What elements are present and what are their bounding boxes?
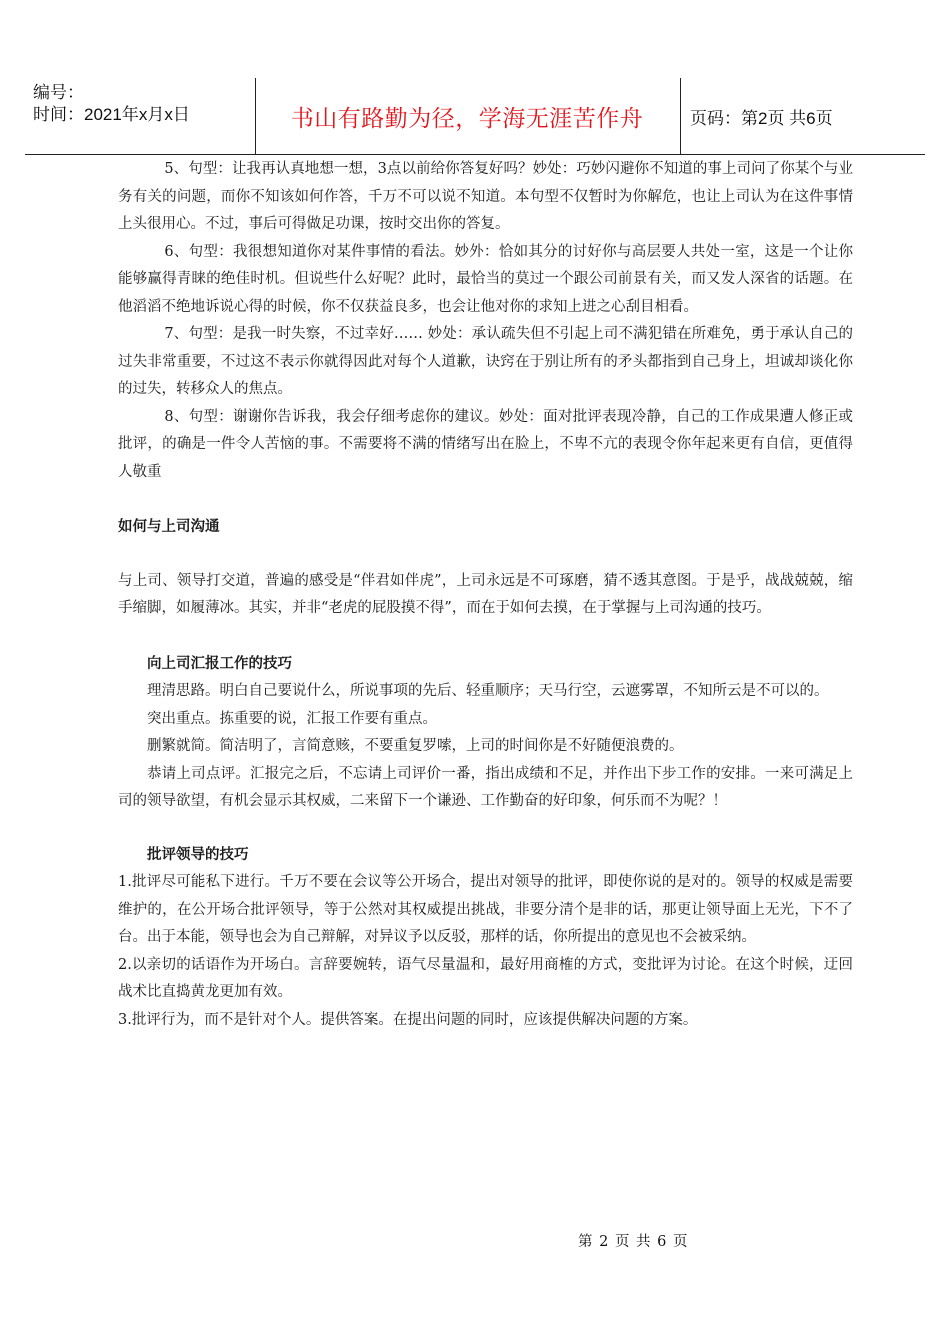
header-divider-right: [680, 78, 681, 154]
page-header: [25, 78, 925, 155]
doc-number-label: 编号：: [33, 83, 84, 102]
paragraph-report-3: 删繁就简。简洁明了，言简意赅，不要重复罗嗦，上司的时间你是不好随便浪费的。: [147, 738, 684, 754]
paragraph-7: 7、句型：是我一时失察，不过幸好…… 妙处：承认疏失但不引起上司不满犯错在所难免，勇于承认自己的过失非常重要，不过这不表示你就得因此对每个人道歉，诀窍在于别让所有的矛头都指到自己身上，坦诚却谈化你的过失，转移众人的焦点。: [118, 326, 853, 397]
section-heading-criticize: 批评领导的技巧: [147, 846, 249, 863]
header-meta: [33, 82, 258, 126]
header-page-label: 页码：第2页 共6页: [690, 108, 833, 128]
paragraph-intro: 与上司、领导打交道，普遍的感受是“伴君如伴虎”，上司永远是不可琢磨，猜不透其意图。于是乎，战战兢兢，缩手缩脚，如履薄冰。其实，并非“老虎的屁股摸不得”，而在于如何去摸，在于掌握与上司沟通的技巧。: [118, 572, 853, 616]
paragraph-report-1: 理清思路。明白自己要说什么，所说事项的先后、轻重顺序；天马行空，云遮雾罩，不知所云是不可以的。: [147, 683, 829, 699]
header-motto: 书山有路勤为径，学海无涯苦作舟: [290, 105, 644, 132]
doc-date-label: 时间：2021年x月x日: [33, 105, 190, 124]
paragraph-6: 6、句型：我很想知道你对某件事情的看法。妙外：恰如其分的讨好你与高层要人共处一室，这是一个让你能够赢得青睐的绝佳时机。但说些什么好呢？此时，最恰当的莫过一个跟公司前景有关，而又发人深省的话题。在他滔滔不绝地诉说心得的时候，你不仅获益良多，也会让他对你的求知上进之心刮目相看。: [118, 243, 853, 315]
section-heading-report: 向上司汇报工作的技巧: [147, 655, 292, 672]
section-heading-communicate: 如何与上司沟通: [118, 519, 220, 535]
paragraph-5: 5、句型：让我再认真地想一想，3点以前给你答复好吗？妙处：巧妙闪避你不知道的事上司问了你某个与业务有关的问题，而你不知该如何作答，千万不可以说不知道。本句型不仅暂时为你解危，也让上司认为在这件事情上头很用心。不过，事后可得做足功课，按时交出你的答复。: [118, 161, 853, 232]
paragraph-criticize-3: 3.批评行为，而不是针对个人。提供答案。在提出问题的同时，应该提供解决问题的方案。: [118, 1011, 698, 1028]
document-body: [118, 156, 853, 1034]
paragraph-8: 8、句型：谢谢你告诉我，我会仔细考虑你的建议。妙处：面对批评表现冷静，自己的工作成果遭人修正或批评，的确是一件令人苦恼的事。不需要将不满的情绪写出在脸上，不卑不亢的表现令你年起来更有自信，更值得人敬重: [118, 408, 853, 480]
page-footer: 第 2 页 共 6 页: [578, 1234, 689, 1250]
paragraph-report-4: 恭请上司点评。汇报完之后，不忘请上司评价一番，指出成绩和不足，并作出下步工作的安排。一来可满足上司的领导欲望，有机会显示其权威，二来留下一个谦逊、工作勤奋的好印象，何乐而不为呢？！: [118, 765, 853, 809]
paragraph-report-2: 突出重点。拣重要的说，汇报工作要有重点。: [147, 710, 437, 727]
paragraph-criticize-1: 1.批评尽可能私下进行。千万不要在会议等公开场合，提出对领导的批评，即使你说的是对的。领导的权威是需要维护的，在公开场合批评领导，等于公然对其权威提出挑战，非要分清个是非的话，那更让领导面上无光，下不了台。出于本能，领导也会为自己辩解，对异议予以反驳，那样的话，你所提出的意见也不会被采纳。: [118, 874, 853, 945]
paragraph-criticize-2: 2.以亲切的话语作为开场白。言辞要婉转，语气尽量温和，最好用商榷的方式，变批评为讨论。在这个时候，迂回战术比直捣黄龙更加有效。: [118, 956, 853, 1000]
